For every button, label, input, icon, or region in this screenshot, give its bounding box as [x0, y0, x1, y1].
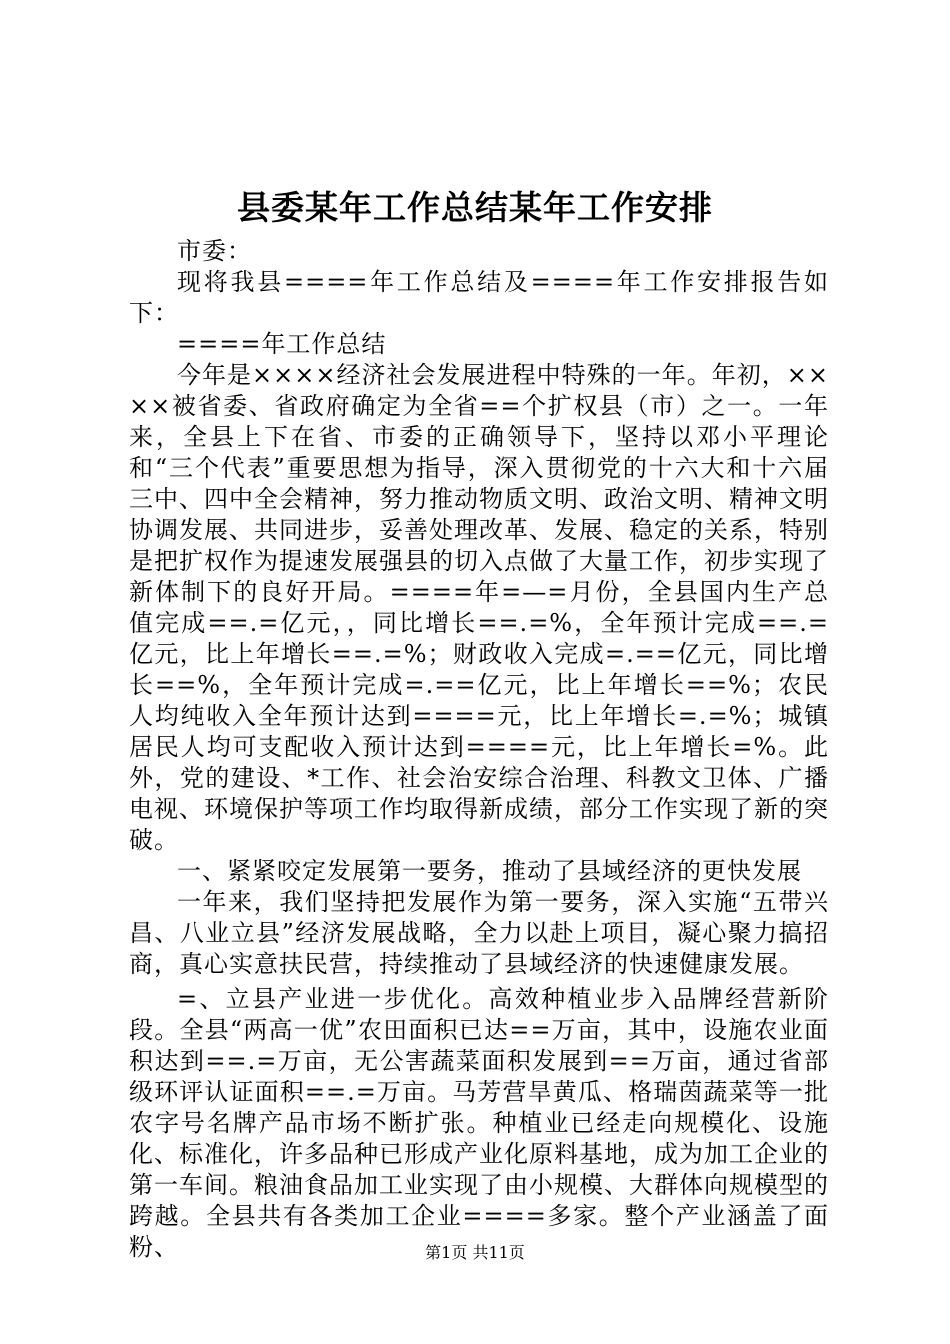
document-title: 县委某年工作总结某年工作安排: [237, 188, 713, 227]
section-heading: ====年工作总结: [177, 330, 387, 358]
salutation: 市委：: [177, 237, 252, 265]
development-paragraph: 一年来，我们坚持把发展作为第一要务，深入实施“五带兴昌、八业立县”经济发展战略，全力以赴上项目，凝心聚力搞招商，真心实意扶民营，持续推动了县域经济的快速健康发展。: [129, 888, 829, 978]
overview-paragraph: 今年是××××经济社会发展进程中特殊的一年。年初，××××被省委、省政府确定为全省==个扩权县（市）之一。一年来，全县上下在省、市委的正确领导下，坚持以邓小平理论和“三个代表”重要思想为指导，深入贯彻党的十六大和十六届三中、四中全会精神，努力推动物质文明、政治文明、精神文明协调发展、共同进步，妥善处理改革、发展、稳定的关系，特别是把扩权作为提速发展强县的切入点做了大量工作，初步实现了新体制下的良好开局。====年=—=月份，全县国内生产总值完成==.=亿元，，同比增长==.=%，全年预计完成==.=亿元，比上年增长==.=%；财政收入完成=.==亿元，同比增长==%，全年预计完成=.==亿元，比上年增长==%；农民人均纯收入全年预计达到====元，比上年增长=.=%；城镇居民人均可支配收入预计达到====元，比上年增长=%。此外，党的建设、*工作、社会治安综合治理、科教文卫体、广播电视、环境保护等项工作均取得新成绩，部分工作实现了新的突破。: [129, 361, 829, 854]
document-body: [129, 236, 829, 1263]
page-number: 第1页 共11页: [425, 1243, 525, 1262]
intro-paragraph: 现将我县====年工作总结及====年工作安排报告如下：: [129, 268, 829, 327]
subsection-heading: 一、紧紧咬定发展第一要务，推动了县域经济的更快发展: [177, 857, 802, 885]
industry-paragraph: =、立县产业进一步优化。高效种植业步入品牌经营新阶段。全县“两高一优”农田面积已达==万亩，其中，设施农业面积达到==.=万亩，无公害蔬菜面积发展到==万亩，通过省部级环评认证面积==.=万亩。马芳营旱黄瓜、格瑞茵蔬菜等一批农字号名牌产品市场不断扩张。种植业已经走向规模化、设施化、标准化，许多品种已形成产业化原料基地，成为加工企业的第一车间。粮油食品加工业实现了由小规模、大群体向规模型的跨越。全县共有各类加工企业====多家。整个产业涵盖了面粉、: [129, 985, 829, 1261]
